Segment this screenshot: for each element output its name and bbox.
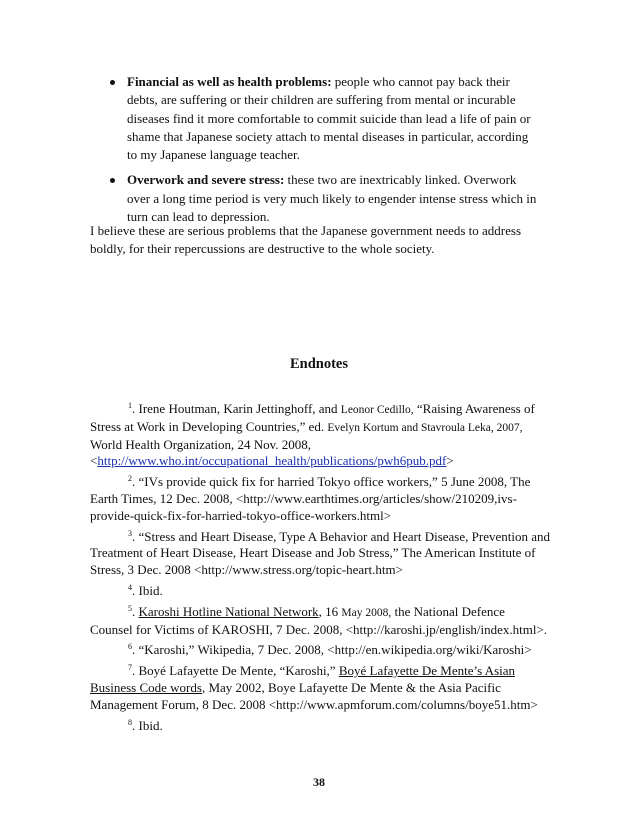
endnote-text: , May 2002, Boye Lafayette De Mente & the Asia Pacific Management Forum, 8 Dec. 2008 <http://www.apmforum.com/columns/boye51.htm> — [90, 679, 538, 712]
endnote-7 — [90, 663, 550, 713]
endnote-text: . Ibid. — [132, 717, 163, 733]
bullet-dot-icon — [110, 80, 115, 85]
endnote-text: . Ibid. — [132, 582, 163, 598]
karoshi-hotline-title: Karoshi Hotline National Network — [138, 603, 319, 619]
endnote-1 — [90, 401, 550, 470]
endnote-number: 2 — [128, 474, 132, 484]
endnote-6 — [90, 642, 550, 659]
endnote-text: “Raising Awareness of Stress at Work in Developing Countries,” ed. — [90, 401, 535, 434]
bullet-heading: Overwork and severe stress: — [127, 172, 285, 188]
bullet-item — [110, 171, 540, 226]
bullet-item — [110, 73, 540, 164]
endnote-text: . — [132, 603, 139, 619]
bullet-heading: Financial as well as health problems: — [127, 74, 332, 89]
endnote-number: 4 — [128, 582, 132, 592]
endnote-text: . “IVs provide quick fix for harried Tokyo office workers,” 5 June 2008, The Earth Times, 12 Dec. 2008, <http://www.earthtimes.org/articles/show/210209,ivs-provide-quick-fix-for-harried-tokyo-office-workers.html> — [90, 474, 531, 523]
endnote-3 — [90, 529, 550, 579]
endnote-number: 5 — [128, 603, 132, 613]
asian-business-code-words-title: Boyé Lafayette De Mente’s Asian Business Code words — [90, 663, 516, 695]
endnote-number: 7 — [128, 663, 132, 673]
endnote-2 — [90, 474, 550, 524]
endnote-text: , 16 — [318, 603, 342, 619]
endnote-text: > — [446, 453, 454, 469]
page-number: 38 — [313, 775, 325, 789]
endnote-8 — [90, 718, 550, 735]
endnote-text: . “Karoshi,” Wikipedia, 7 Dec. 2008, <http://en.wikipedia.org/wiki/Karoshi> — [132, 642, 532, 658]
endnote-text: . “Stress and Heart Disease, Type A Behavior and Heart Disease, Prevention and Treatment of Heart Disease, Heart Disease and Job Stress,” The American Institute of Stress, 3 Dec. 2008 <http://www.stress.org/topic-heart.htm> — [90, 528, 550, 578]
endnote-number: 6 — [128, 642, 132, 652]
endnote-number: 1 — [128, 401, 132, 410]
endnote-text: May 2008, — [341, 606, 392, 619]
endnotes-heading: Endnotes — [289, 356, 349, 372]
bullet-text: these two are inextricably linked. Overwork over a long time period is very much likely to engender intense stress which in turn can lead to depression. — [127, 172, 537, 225]
bullet-list — [110, 73, 540, 233]
bullet-text: people who cannot pay back their debts, are suffering or their children are suffering from mental or incurable diseases find it more comfortable to commit suicide than lead a life of pain or shame that Japanese society attach to mental diseases in particular, according to my Japanese language teacher. — [127, 74, 531, 163]
endnotes-list — [90, 401, 550, 738]
endnote-4 — [90, 583, 550, 600]
endnote-number: 8 — [128, 717, 132, 727]
who-publication-link[interactable]: http://www.who.int/occupational_health/publications/pwh6pub.pdf — [97, 453, 447, 469]
body-paragraph: I believe these are serious problems that the Japanese government needs to address boldly, for their repercussions are destructive to the whole society. — [90, 223, 522, 257]
endnote-text: Leonor Cedillo, — [340, 404, 414, 416]
endnote-text: World Health Organization, 24 Nov. 2008, < — [90, 436, 311, 469]
bullet-dot-icon — [110, 178, 115, 183]
endnote-text: . Irene Houtman, Karin Jettinghoff, and — [132, 401, 341, 416]
endnote-text: Evelyn Kortum and Stavroula Leka, 2007, — [327, 421, 523, 434]
endnote-5 — [90, 604, 550, 639]
endnote-text: . Boyé Lafayette De Mente, “Karoshi,” — [132, 663, 339, 679]
endnote-number: 3 — [128, 528, 132, 538]
endnote-text: the National Defence Counsel for Victims of KAROSHI, 7 Dec. 2008, <http://karoshi.jp/english/index.html>. — [90, 603, 548, 637]
